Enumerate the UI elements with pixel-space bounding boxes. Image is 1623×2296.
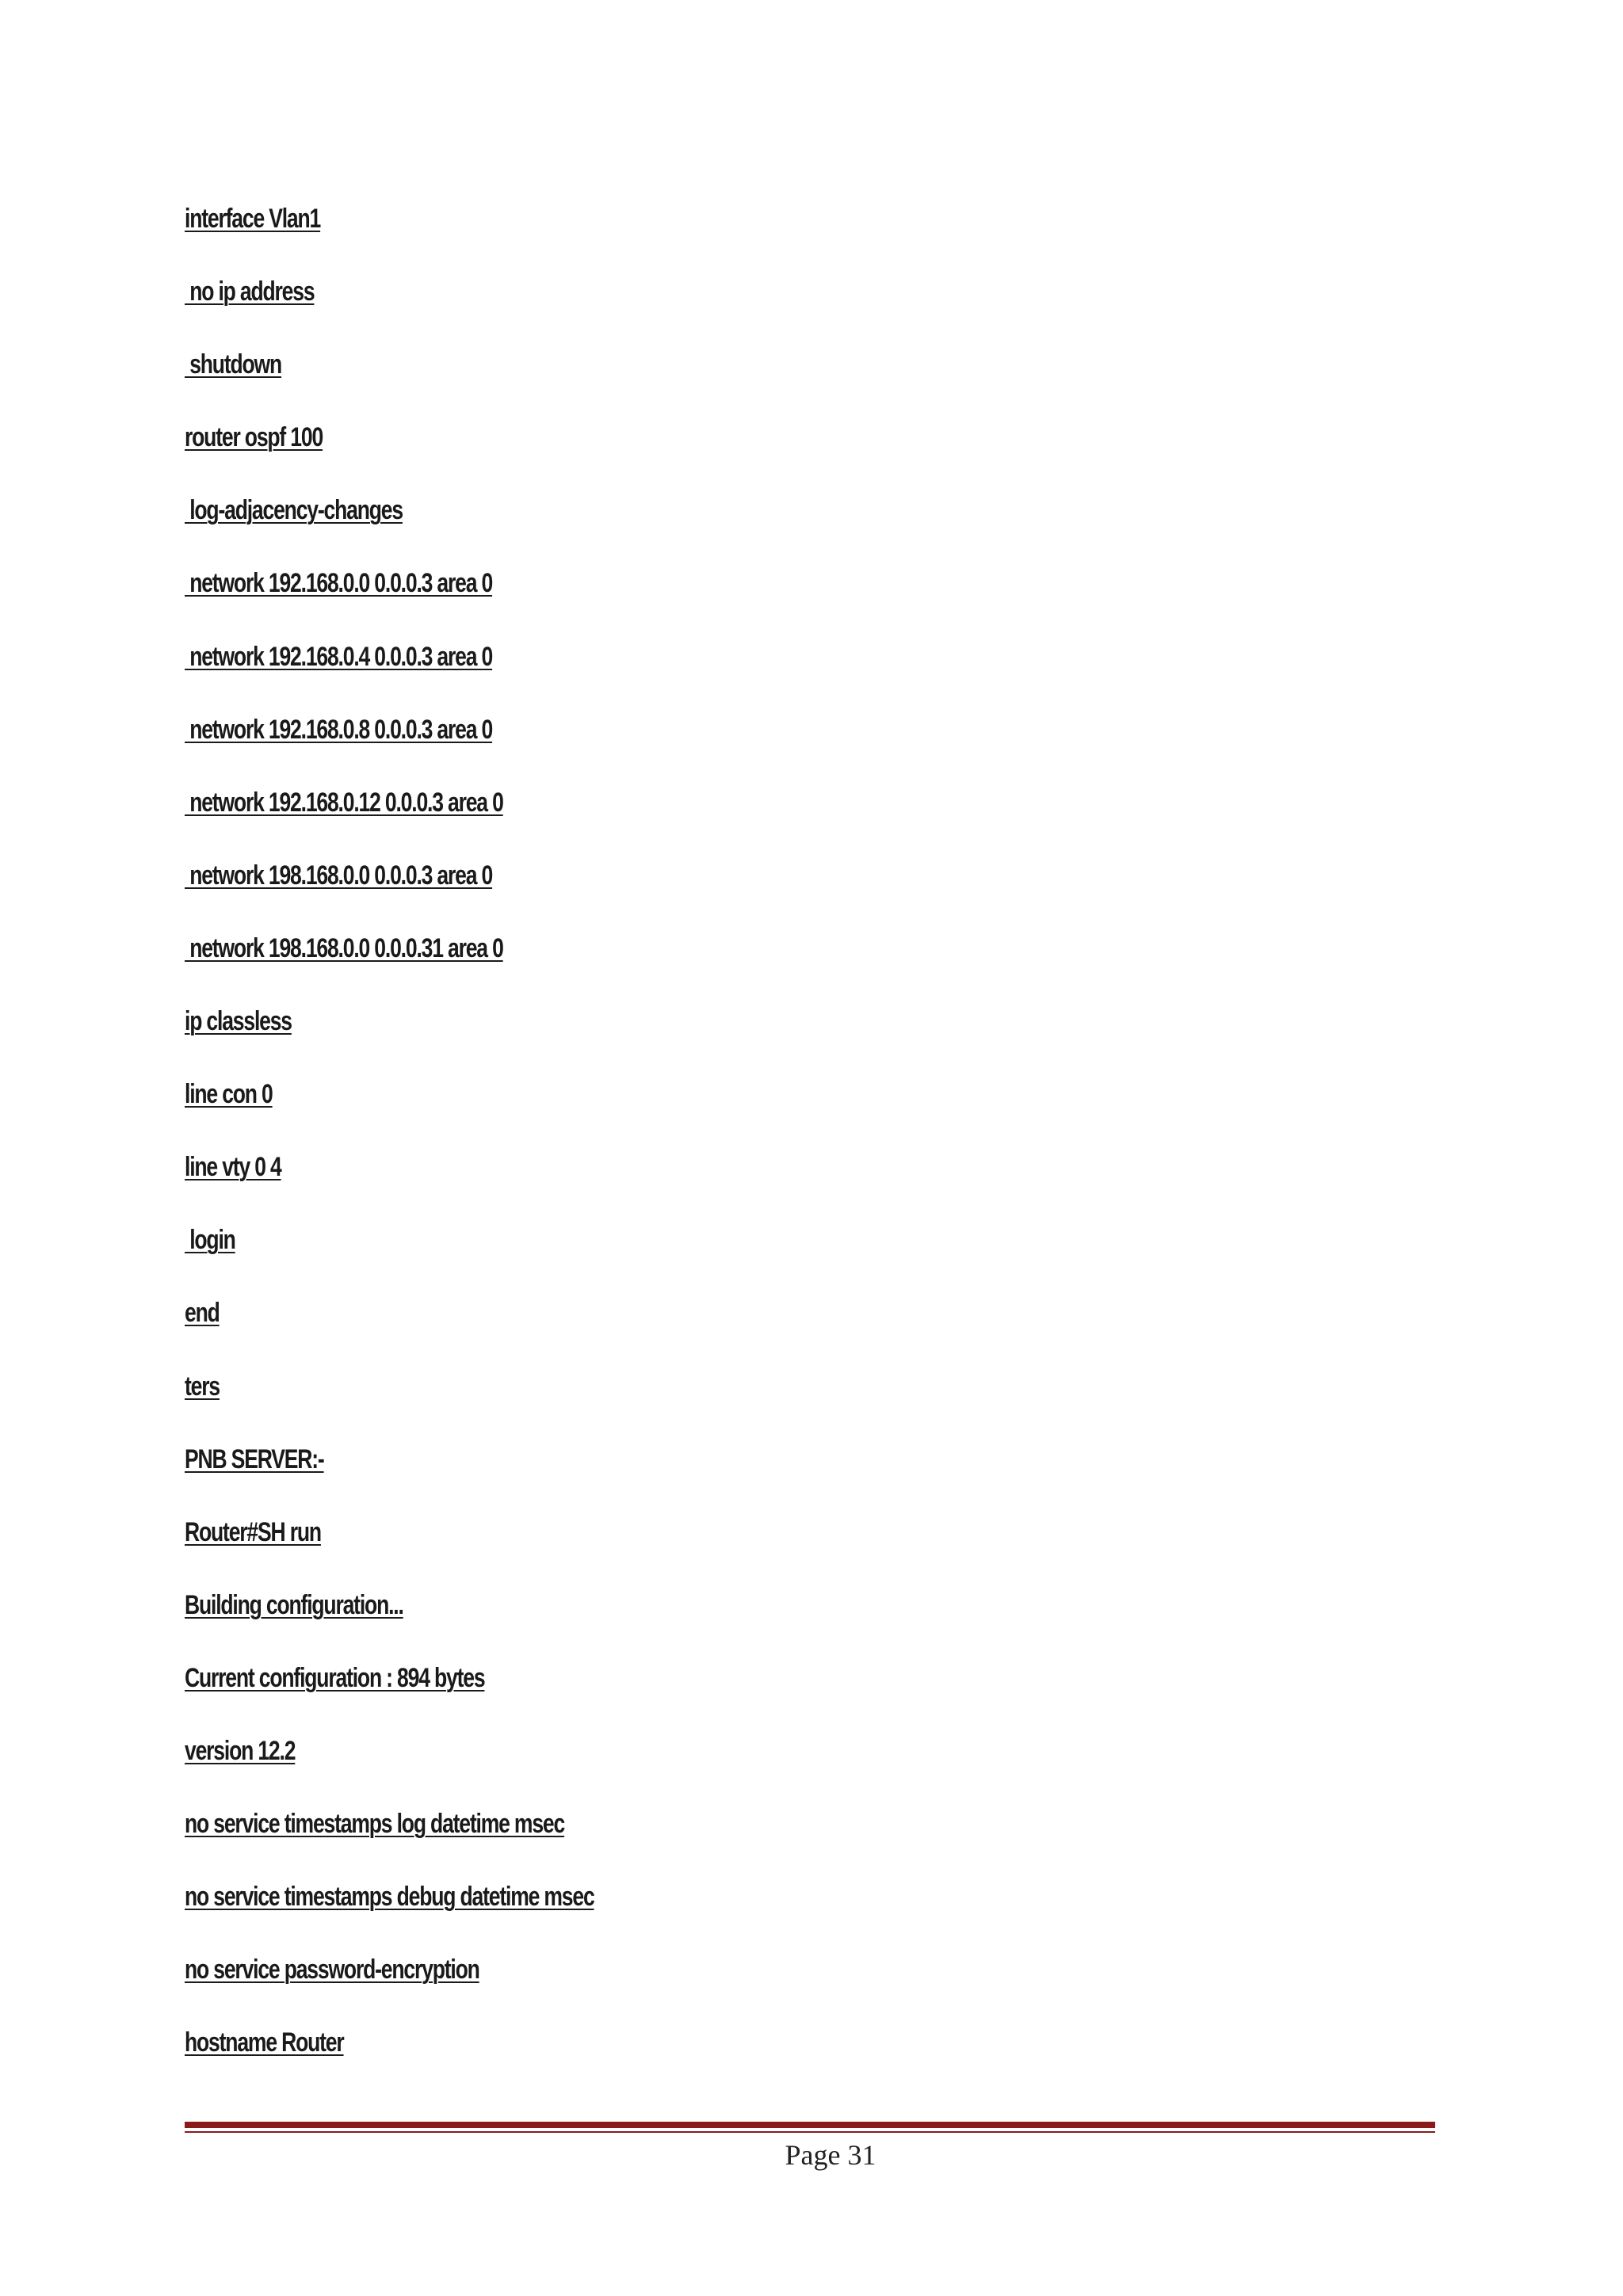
config-line: Building configuration... <box>185 1589 403 1620</box>
config-line: end <box>185 1298 220 1329</box>
config-line: no service timestamps debug datetime msec <box>185 1882 594 1913</box>
config-line: ip classless <box>185 1006 292 1037</box>
config-line: line vty 0 4 <box>185 1152 281 1183</box>
config-line: line con 0 <box>185 1079 273 1110</box>
config-line: no service timestamps log datetime msec <box>185 1809 565 1840</box>
config-line: interface Vlan1 <box>185 204 321 234</box>
config-line: network 198.168.0.0 0.0.0.31 area 0 <box>185 933 503 963</box>
config-line: network 192.168.0.12 0.0.0.3 area 0 <box>185 787 503 818</box>
page-number: Page 31 <box>785 2139 876 2171</box>
section-heading: PNB SERVER:- <box>185 1444 324 1474</box>
config-line: version 12.2 <box>185 1735 296 1766</box>
footer-divider-thin <box>185 2131 1435 2133</box>
config-text-block <box>185 195 709 2092</box>
config-line: ters <box>185 1371 220 1402</box>
config-line: network 198.168.0.0 0.0.0.3 area 0 <box>185 860 493 891</box>
footer-divider-thick <box>185 2122 1435 2128</box>
config-line: network 192.168.0.4 0.0.0.3 area 0 <box>185 641 493 672</box>
config-line: login <box>185 1225 235 1256</box>
config-line: network 192.168.0.0 0.0.0.3 area 0 <box>185 568 493 599</box>
config-line: log-adjacency-changes <box>185 495 403 526</box>
config-line: no ip address <box>185 277 315 307</box>
config-line: no service password-encryption <box>185 1955 479 1985</box>
config-line: network 192.168.0.8 0.0.0.3 area 0 <box>185 714 493 745</box>
config-line: shutdown <box>185 349 282 380</box>
config-line: hostname Router <box>185 2027 344 2058</box>
config-line: router ospf 100 <box>185 422 323 453</box>
config-line: Router#SH run <box>185 1516 321 1547</box>
config-line: Current configuration : 894 bytes <box>185 1662 485 1693</box>
